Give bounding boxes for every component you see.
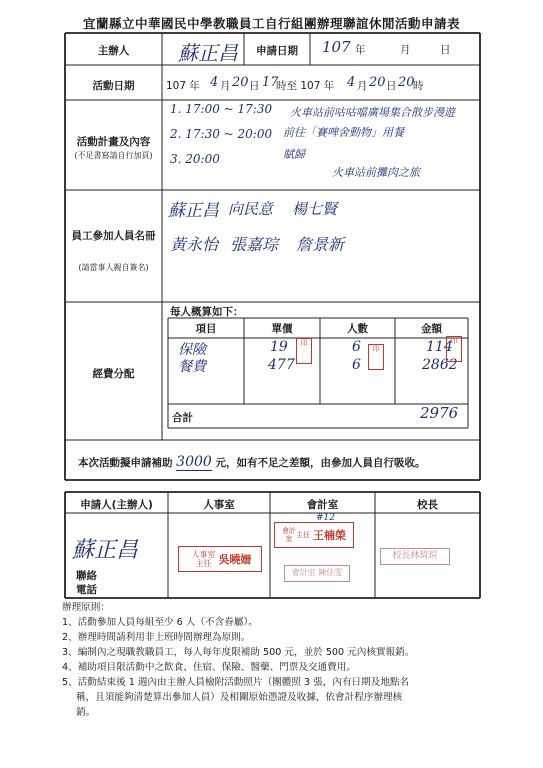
seal-mark-1: 印 (296, 338, 312, 364)
sig-header-hr: 人事室 (203, 499, 235, 511)
date-part-5: 月 (357, 80, 368, 92)
date-part-1: 107 年 (166, 80, 200, 92)
hr-stamp-title: 人事室主任 (191, 550, 216, 568)
month-label: 月 (400, 44, 411, 56)
date-hw-hour-2: 20 (398, 75, 415, 90)
date-part-7: 時 (413, 80, 424, 92)
item-count-1: 6 (352, 339, 361, 355)
participant-6: 詹景新 (296, 235, 345, 254)
date-hw-month-2: 4 (347, 75, 356, 90)
organizer-label: 主辦人 (97, 45, 130, 57)
rule-5-cont-1: 稱，且須能夠清楚算出參加人員）及相關原始憑證及收據，依會計程序辦理核 (76, 692, 403, 703)
acc-stamp-dept: 會計室 (282, 527, 296, 543)
participant-5: 張嘉琮 (230, 235, 279, 254)
activity-date-label: 活動日期 (92, 80, 135, 92)
sig-header-principal: 校長 (417, 499, 438, 511)
detail-4: 火車站前攤肉之旅 (332, 166, 420, 179)
organizer-signature: 蘇正昌 (178, 41, 238, 65)
rule-3: 3、編制內之現職教職員工，每人每年度限補助 500 元，並於 500 元內核實報銷。 (62, 647, 415, 658)
principal-stamp: 校長林琦瑄 (380, 548, 450, 565)
accounting-note: #12 (316, 513, 335, 523)
year-label: 年 (355, 44, 366, 56)
header-item: 項目 (195, 323, 217, 335)
total-label: 合計 (172, 412, 193, 424)
header-count: 人數 (347, 323, 368, 335)
rule-2: 2、辦理時間請利用非上班時間辦理為原則。 (62, 632, 251, 643)
date-hw-day-2: 20 (369, 75, 386, 90)
activity-plan-label: 活動計畫及內容 (76, 136, 151, 148)
rule-5-cont-2: 銷。 (76, 707, 96, 718)
day-label: 日 (440, 44, 451, 56)
subsidy-suffix: 元，如有不足之差額，由參加人員自行吸收。 (215, 457, 426, 469)
contact-label: 聯絡 (76, 570, 97, 582)
expense-intro: 每人概算如下： (170, 306, 244, 318)
item-count-2: 6 (352, 357, 361, 373)
item-amount-1: 114 (426, 339, 453, 355)
date-part-3: 日 (249, 80, 260, 92)
item-name-1: 保險 (178, 342, 206, 358)
sig-header-applicant: 申請人(主辦人) (80, 499, 153, 511)
expense-label: 經費分配 (92, 368, 135, 380)
detail-1: 火車站前咕咕噹廣場集合散步漫遊 (290, 106, 455, 119)
date-hw-hour-1: 17 (262, 75, 279, 90)
participants-sublabel: (請當事人親自簽名) (78, 263, 149, 272)
phone-label: 電話 (76, 584, 97, 596)
sig-header-accounting: 會計室 (306, 499, 339, 511)
seal-mark-3: 印 (446, 336, 462, 362)
hr-stamp-name: 吳曉姍 (218, 552, 252, 566)
rules-heading: 辦理原則： (62, 602, 110, 613)
acc-stamp-title: 主任 (296, 531, 310, 539)
date-hw-month-1: 4 (210, 75, 219, 90)
applicant-signature: 蘇正昌 (72, 538, 139, 563)
hr-stamp (178, 546, 262, 572)
detail-2: 前往「賽啤舍動物」用餐 (283, 126, 404, 139)
accounting-stamp-staff: 會計室 陳佳雯 (284, 565, 350, 582)
rule-5: 5、活動結束後 1 週內由主辦人員檢附活動照片（團體照 3 張，內有日期及地點名 (62, 677, 410, 688)
date-part-4: 時至 107 年 (276, 80, 335, 92)
accounting-stamp-director (274, 522, 354, 548)
header-price: 單價 (271, 323, 293, 335)
participant-4: 黃永怡 (170, 235, 219, 254)
detail-3: 賦歸 (283, 148, 305, 161)
schedule-2: 2. 17:30 ~ 20:00 (170, 127, 273, 141)
item-price-2: 477 (268, 357, 295, 373)
form-title: 宜蘭縣立中華國民中學教職員工自行組團辦理聯誼休閒活動申請表 (82, 16, 460, 31)
item-amount-2: 2862 (422, 357, 458, 373)
subsidy-amount: 3000 (176, 454, 212, 470)
subsidy-prefix: 本次活動擬申請補助 (78, 457, 173, 469)
schedule-1: 1. 17:00 ~ 17:30 (170, 102, 273, 116)
activity-plan-sublabel: (不足書寫請自行加頁) (74, 151, 153, 160)
subsidy-line (78, 454, 425, 470)
participant-2: 向民意 (228, 200, 274, 218)
item-price-1: 19 (270, 339, 288, 355)
date-part-6: 日 (386, 80, 397, 92)
header-amount: 金額 (421, 323, 442, 335)
date-part-2: 月 (220, 80, 231, 92)
participant-3: 楊七賢 (292, 200, 338, 218)
acc-stamp-name: 王楠榮 (313, 528, 346, 542)
participants-label: 員工參加人員名冊 (71, 230, 156, 242)
total-value: 2976 (420, 404, 459, 422)
item-name-2: 餐費 (178, 359, 206, 375)
schedule-3: 3. 20:00 (170, 152, 220, 166)
date-hw-day-1: 20 (232, 75, 249, 90)
rule-1: 1、活動參加人員每組至少 6 人（不含眷屬）。 (62, 617, 258, 628)
apply-date-year: 107 (322, 38, 351, 56)
seal-mark-2: 印 (368, 344, 384, 370)
participant-1: 蘇正昌 (168, 201, 219, 221)
apply-date-label: 申請日期 (256, 45, 298, 57)
rule-4: 4、補助項目限活動中之飲食、住宿、保險、醫藥、門票及交通費用。 (62, 662, 356, 673)
